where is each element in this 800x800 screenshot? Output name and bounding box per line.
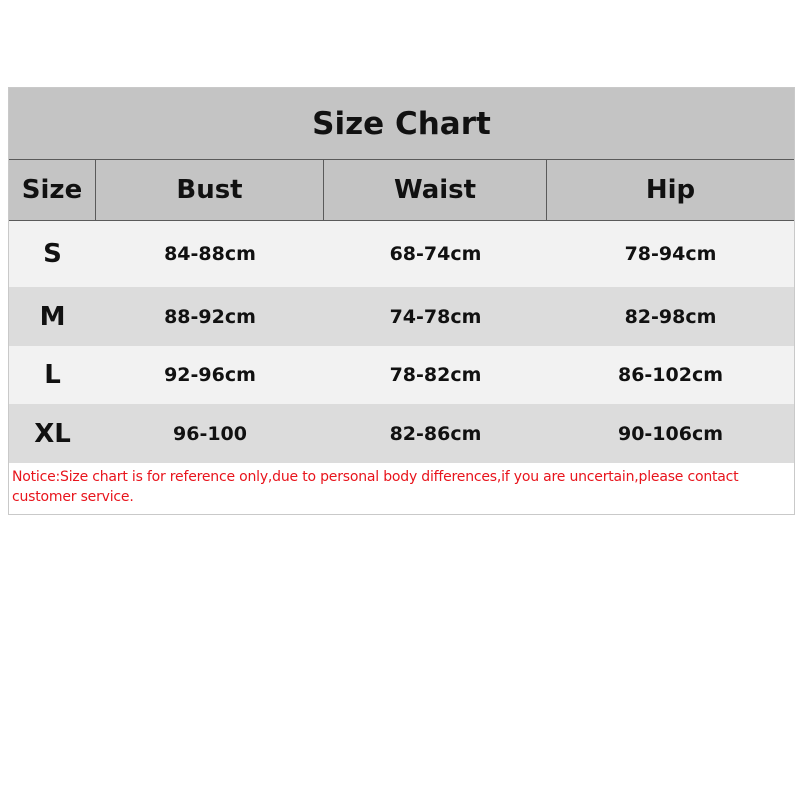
header-size: Size [9,160,96,220]
hip-cell: 78-94cm [624,243,717,265]
waist-cell: 68-74cm [389,243,482,265]
waist-cell: 74-78cm [389,305,482,328]
size-chart-table [8,87,795,515]
header-bust: Bust [96,160,324,220]
bust-cell: 92-96cm [164,364,256,386]
waist-cell: 78-82cm [389,364,482,386]
table-header-row [9,160,794,221]
hip-cell: 86-102cm [617,364,724,386]
header-waist: Waist [324,160,547,220]
header-hip: Hip [645,175,696,205]
size-cell: XL [34,418,71,449]
size-cell: M [39,301,66,332]
bust-cell: 84-88cm [164,243,256,265]
chart-title: Size Chart [9,88,794,160]
size-cell: S [43,239,62,269]
table-row [9,346,794,404]
size-cell: L [44,360,61,390]
bust-cell: 88-92cm [164,305,256,328]
table-row [9,287,794,346]
waist-cell: 82-86cm [389,422,482,445]
table-row [9,221,794,287]
notice-text: Notice:Size chart is for reference only,due to personal body differences,if you are uncertain,please contact customer service. [9,463,794,514]
hip-cell: 90-106cm [617,422,724,445]
bust-cell: 96-100 [173,422,247,445]
table-row [9,404,794,463]
hip-cell: 82-98cm [624,305,717,328]
